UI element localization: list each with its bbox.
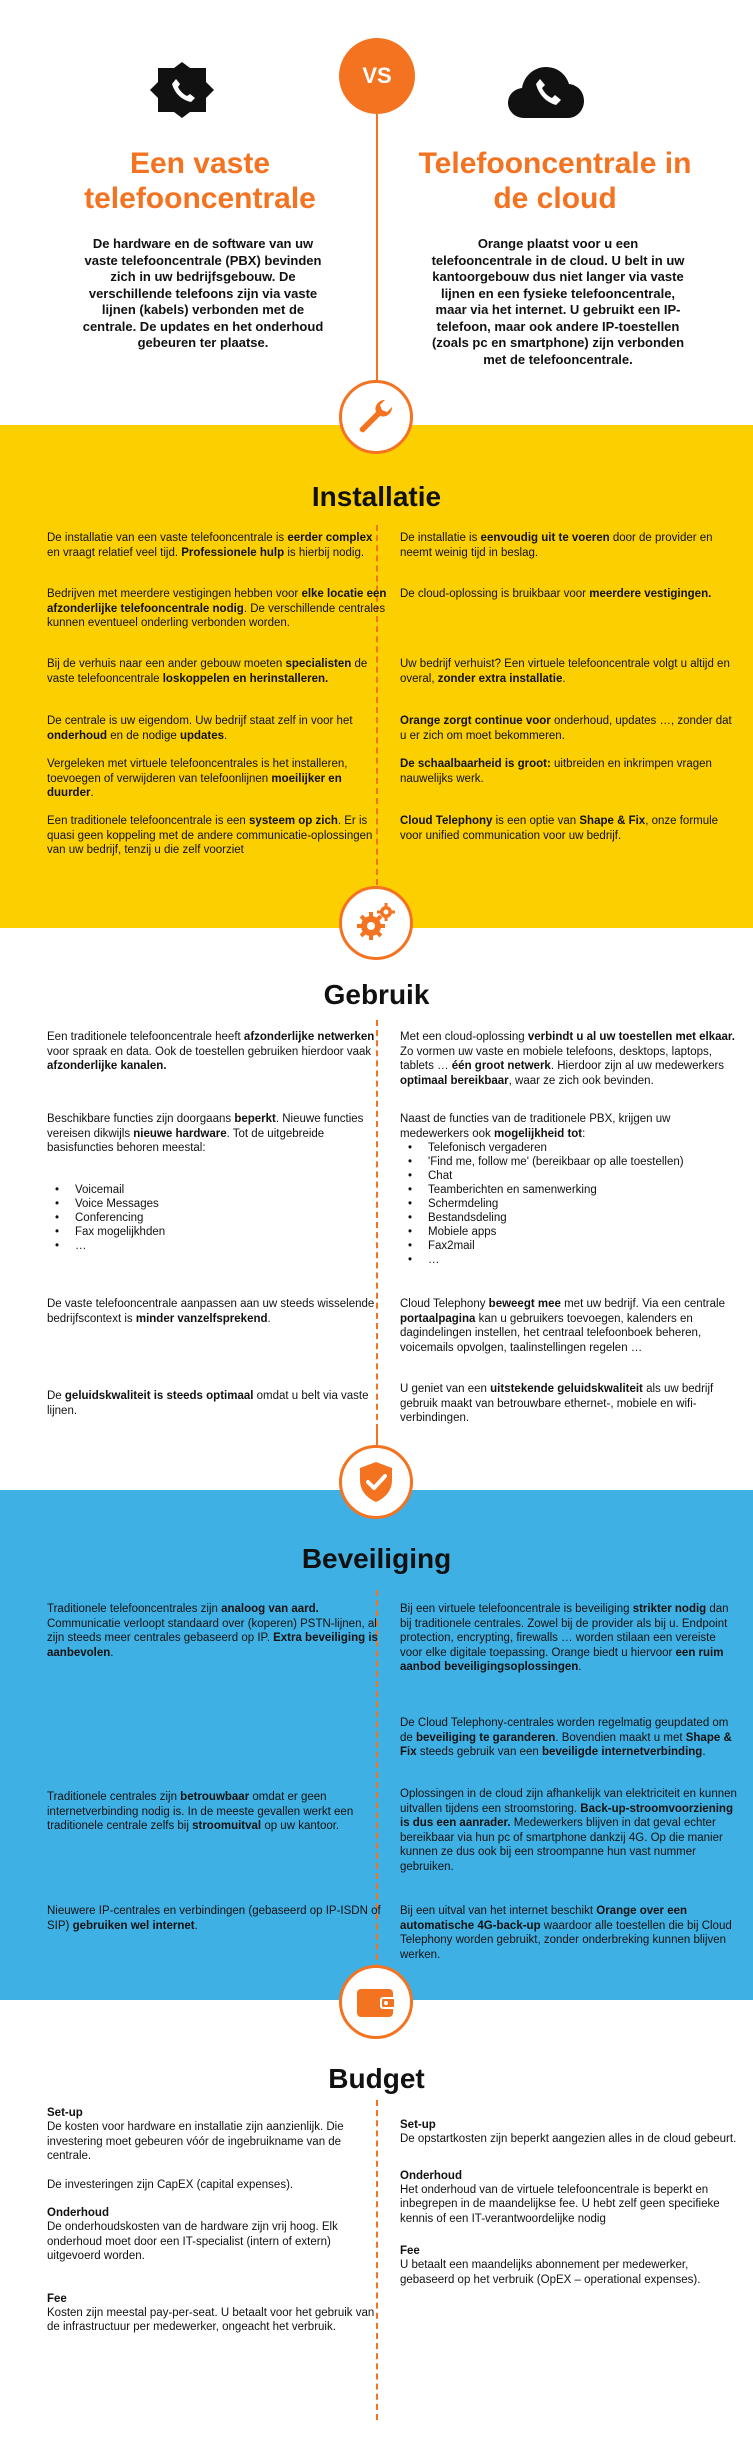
budget-right-onderhoud-heading: Onderhoud: [400, 2169, 462, 2182]
list-item: • Voicemail: [61, 1183, 381, 1197]
section-title-gebruik: Gebruik: [323, 979, 430, 1010]
budget-left: [47, 2106, 387, 2335]
installatie-right-3: Uw bedrijf verhuist? Een virtuele telefooncentrale volgt u altijd en overal, zonder extra installatie.: [400, 658, 730, 685]
list-item: • Schermdeling: [414, 1197, 744, 1211]
budget-right-fee-text: U betaalt een maandelijks abonnement per medewerker, gebaseerd op het verbruik (OpEX – operational expenses).: [400, 2259, 701, 2286]
left-intro-text: De hardware en de software van uw vaste telefooncentrale (PBX) bevinden zich in uw bedrijfsgebouw. De verschillende telefoons zijn via vaste lijnen (kabels) verbonden met de centrale. De updates en het onderhoud gebeuren ter plaatse.: [82, 236, 324, 350]
budget-left-onderhoud-text: De onderhoudskosten van de hardware zijn vrij hoog. Elk onderhoud moet door een IT-specialist (intern of extern) uitgevoerd worden.: [47, 2221, 338, 2262]
list-item: • Teamberichten en samenwerking: [414, 1183, 744, 1197]
list-item: • 'Find me, follow me' (bereikbaar op alle toestellen): [414, 1155, 744, 1169]
wallet-icon: [355, 1985, 397, 2019]
budget-left-capex-text: De investeringen zijn CapEX (capital expenses).: [47, 2178, 294, 2191]
pbx-icon: [150, 62, 214, 123]
gebruik-right-2: Naast de functies van de traditionele PBX, krijgen uw medewerkers ook mogelijkheid tot:: [400, 1113, 671, 1140]
installatie-left-5: Vergeleken met virtuele telefooncentrales is het installeren, toevoegen of verwijderen van telefoonlijnen moeilijker en duurder.: [47, 758, 348, 799]
installatie-left-6: Een traditionele telefooncentrale is een systeem op zich. Er is quasi geen koppeling met de andere communicatie-oplossingen van uw bedrijf, tenzij u die zelf voorziet: [47, 815, 373, 856]
gebruik-left-2: Beschikbare functies zijn doorgaans beperkt. Nieuwe functies vereisen dikwijls nieuwe hardware. Tot de uitgebreide basisfuncties behoren meestal:: [47, 1113, 364, 1154]
list-item: • Mobiele apps: [414, 1225, 744, 1239]
vs-badge: [339, 38, 415, 114]
shield-check-icon: [356, 1460, 396, 1504]
beveiliging-left-1: Traditionele telefooncentrales zijn analoog van aard. Communicatie verloopt standaard over (koperen) PSTN-lijnen, al zijn steeds meer centrales gebaseerd op IP. Extra beveiliging is aanbevolen.: [47, 1603, 378, 1659]
budget-left-setup-heading: Set-up: [47, 2107, 83, 2119]
installatie-badge: [339, 380, 413, 454]
budget-right-setup-heading: Set-up: [400, 2119, 436, 2131]
installatie-right-2: De cloud-oplossing is bruikbaar voor meerdere vestigingen.: [400, 588, 712, 600]
budget-badge: [339, 1965, 413, 2039]
budget-left-fee-heading: Fee: [47, 2292, 67, 2305]
budget-right: [400, 2118, 740, 2287]
budget-left-onderhoud-heading: Onderhoud: [47, 2207, 109, 2219]
list-item: • Telefonisch vergaderen: [414, 1141, 744, 1155]
gebruik-right-list: [400, 1141, 744, 1267]
list-item: • Conferencing: [61, 1211, 381, 1225]
list-item: • …: [61, 1239, 381, 1253]
list-item: • …: [414, 1253, 744, 1267]
gebruik-left-1: Een traditionele telefooncentrale heeft afzonderlijke netwerken voor spraak en data. Ook de toestellen gebruiken hierdoor vaak afzonderlijke kanalen.: [47, 1031, 375, 1072]
wrench-icon: [355, 396, 397, 438]
list-item: • Fax2mail: [414, 1239, 744, 1253]
divider-line: [376, 114, 378, 379]
installatie-right-4: Orange zorgt continue voor onderhoud, updates …, zonder dat u er zich om moet bekommeren.: [400, 715, 732, 742]
budget-right-fee-heading: Fee: [400, 2245, 420, 2257]
gebruik-left-4: De geluidskwaliteit is steeds optimaal omdat u belt via vaste lijnen.: [47, 1390, 369, 1417]
installatie-right-5: De schaalbaarheid is groot: uitbreiden en inkrimpen vragen nauwelijks werk.: [400, 758, 712, 785]
gebruik-right-1: Met een cloud-oplossing verbindt u al uw toestellen met elkaar. Zo vormen uw vaste en mobiele telefoons, desktops, laptops, tablets … één groot netwerk. Hierdoor zijn al uw medewerkers optimaal bereikbaar, waar ze zich ook bevinden.: [400, 1031, 735, 1087]
budget-right-setup-text: De opstartkosten zijn beperkt aangezien alles in de cloud gebeurt.: [400, 2133, 737, 2145]
installatie-left-3: Bij de verhuis naar een ander gebouw moeten specialisten de vaste telefooncentrale loskoppelen en herinstalleren.: [47, 658, 368, 685]
left-title: Een vaste telefooncentrale: [84, 147, 316, 215]
right-title: Telefooncentrale in de cloud: [418, 147, 692, 215]
gebruik-right-4: U geniet van een uitstekende geluidskwaliteit als uw bedrijf gebruik maakt van betrouwbare ethernet-, mobiele en wifi-verbindingen.: [400, 1383, 714, 1424]
beveiliging-right-2: De Cloud Telephony-centrales worden regelmatig geupdated om de beveiliging te garanderen. Bovendien maakt u met Shape & Fix steeds gebruik van een beveiligde internetverbinding.: [400, 1717, 732, 1758]
beveiliging-left-3: Nieuwere IP-centrales en verbindingen (gebaseerd op IP-ISDN of SIP) gebruiken wel internet.: [47, 1905, 381, 1932]
gebruik-left-list: [47, 1183, 381, 1253]
section-title-beveiliging: Beveiliging: [301, 1543, 452, 1574]
cloud-phone-icon: [506, 64, 586, 127]
installatie-left-4: De centrale is uw eigendom. Uw bedrijf staat zelf in voor het onderhoud en de nodige updates.: [47, 715, 353, 742]
gears-icon: [353, 900, 399, 946]
installatie-right-6: Cloud Telephony is een optie van Shape & Fix, onze formule voor unified communication voor uw bedrijf.: [400, 815, 719, 842]
beveiliging-right-4: Bij een uitval van het internet beschikt Orange over een automatische 4G-back-up waardoor alle toestellen die bij Cloud Telephony worden gebruikt, zonder onderbreking kunnen blijven werken.: [400, 1905, 732, 1961]
installatie-left-2: Bedrijven met meerdere vestigingen hebben voor elke locatie een afzonderlijke telefooncentrale nodig. De verschillende centrales kunnen eventueel onderling verbonden worden.: [47, 588, 387, 629]
beveiliging-right-3: Oplossingen in de cloud zijn afhankelijk van elektriciteit en kunnen uitvallen tijdens een stroomstoring. Back-up-stroomvoorziening is dus een aanrader. Medewerkers blijven in dat geval echter bereikbaar via hun pc of smartphone dankzij 4G. Op die manier kunnen ze dus ook bij een stroompanne hun vast nummer gebruiken.: [400, 1788, 737, 1873]
right-intro-text: Orange plaatst voor u een telefooncentrale in de cloud. U belt in uw kantoorgebouw dus niet langer via vaste lijnen en een fysieke telefooncentrale, maar via het internet. U gebruikt een IP-telefoon, maar ook andere IP-toestellen (zoals pc en smartphone) zijn verbonden met de telefooncentrale.: [431, 236, 685, 367]
budget-right-onderhoud-text: Het onderhoud van de virtuele telefooncentrale is beperkt en inbegrepen in de maandelijkse fee. U hebt zelf geen specifieke kennis of een IT-verantwoordelijke nodig: [400, 2183, 720, 2225]
list-item: • Voice Messages: [61, 1197, 381, 1211]
beveiliging-left-2: Traditionele centrales zijn betrouwbaar omdat er geen internetverbinding nodig is. In de meeste gevallen werkt een traditionele centrale zelfs bij stroomuitval op uw kantoor.: [47, 1791, 354, 1832]
section-title-installatie: Installatie: [311, 481, 442, 512]
list-item: • Fax mogelijkhden: [61, 1225, 381, 1239]
beveiliging-right-1: Bij een virtuele telefooncentrale is beveiliging strikter nodig dan bij traditionele centrales. Zowel bij de provider als bij u. Endpoint protection, encrypting, firewalls … worden stilaan een vereiste voor elke digitale toepassing. Orange biedt u hiervoor een ruim aanbod beveiligingsoplossingen.: [400, 1603, 729, 1673]
list-item: • Chat: [414, 1169, 744, 1183]
gebruik-right-3: Cloud Telephony beweegt mee met uw bedrijf. Via een centrale portaalpagina kan u gebruikers toevoegen, kalenders en dagindelingen instellen, het centraal telefoonboek beheren, voicemails opvolgen, taalinstellingen regelen …: [400, 1298, 725, 1354]
section-title-budget: Budget: [328, 2063, 425, 2094]
gebruik-badge: [339, 886, 413, 960]
installatie-right-1: De installatie is eenvoudig uit te voeren door de provider en neemt weinig tijd in beslag.: [400, 532, 713, 559]
installatie-left-1: De installatie van een vaste telefooncentrale is eerder complex en vraagt relatief veel tijd. Professionele hulp is hierbij nodig.: [47, 532, 373, 559]
list-item: • Bestandsdeling: [414, 1211, 744, 1225]
gebruik-left-3: De vaste telefooncentrale aanpassen aan uw steeds wisselende bedrijfscontext is minder vanzelfsprekend.: [47, 1298, 375, 1325]
budget-left-fee-text: Kosten zijn meestal pay-per-seat. U betaalt voor het gebruik van de infrastructuur per medewerker, ongeacht het verbruik.: [47, 2306, 375, 2333]
budget-left-setup-text: De kosten voor hardware en installatie zijn aanzienlijk. Die investering moet gebeuren vóór de ingebruikname van de centrale.: [47, 2121, 344, 2162]
beveiliging-badge: [339, 1445, 413, 1519]
vs-label: VS: [362, 63, 392, 88]
